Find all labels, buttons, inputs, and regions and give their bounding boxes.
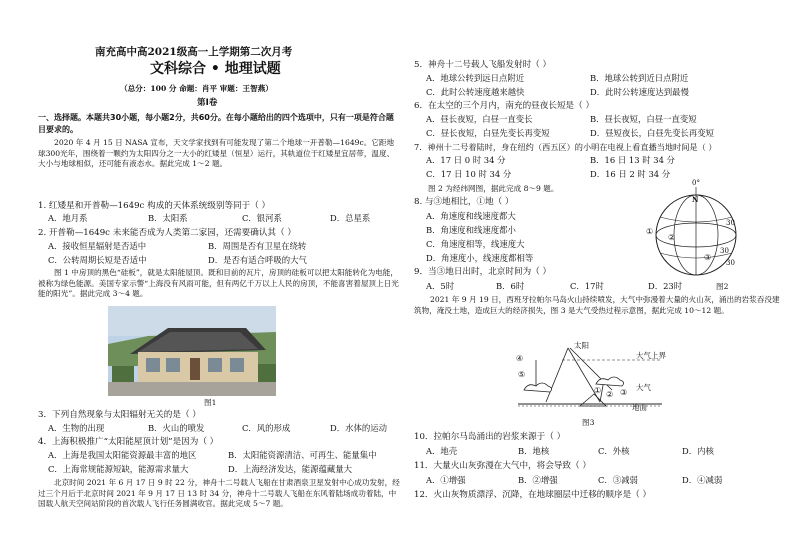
q9-option-c[interactable]: C．17时 — [570, 281, 604, 291]
q3-option-c[interactable]: C．风的形成 — [242, 423, 291, 433]
globe-marker-1: ① — [646, 227, 654, 236]
figure-2-globe — [644, 179, 754, 283]
globe-label-0: 0° — [692, 179, 700, 187]
question-1: 1. 红矮星和开普勒—1649c 构成的天体系统级别等同于（ ） — [38, 201, 271, 211]
q9-option-d[interactable]: D．23时 — [648, 281, 683, 291]
subject-title: 文科综合 • 地理试题 — [150, 61, 281, 77]
figure-3-diagram — [512, 340, 682, 412]
q11-option-b[interactable]: B．②增强 — [518, 475, 558, 485]
q3-option-a[interactable]: A．生物的出现 — [48, 423, 105, 433]
q5-option-a[interactable]: A．地球公转到远日点附近 — [426, 73, 525, 83]
fig3-marker-1: ① — [594, 386, 602, 395]
q5-option-b[interactable]: B．地球公转到近日点附近 — [590, 73, 689, 83]
school-title: 南充高中高2021级高一上学期第二次月考 — [95, 46, 293, 58]
q11-option-d[interactable]: D．④减弱 — [682, 475, 723, 485]
q4-option-d[interactable]: D．上海经济发达，能源蕴藏量大 — [228, 464, 352, 474]
question-10: 10．拉帕尔马岛涌出的岩浆来源于（ ） — [414, 432, 566, 442]
q6-option-a[interactable]: A．昼长夜短，白昼一直变长 — [426, 114, 533, 124]
q2-option-d[interactable]: D．是否有适合呼吸的大气 — [208, 255, 307, 265]
q1-option-d[interactable]: D．总星系 — [330, 213, 371, 223]
q9-option-b[interactable]: B．6时 — [496, 281, 525, 291]
figure-1-photo — [108, 306, 276, 396]
figure-2-lead: 图 2 为经纬网图，据此完成 8～9 题。 — [428, 184, 559, 193]
q6-option-d[interactable]: D．昼短夜长，白昼先变长再变短 — [590, 128, 714, 138]
q4-option-c[interactable]: C．上海常规能源短缺，能源需求量大 — [48, 464, 189, 474]
q1-option-a[interactable]: A．地月系 — [48, 213, 88, 223]
instruction-text: 一、选择题。本题共30小题，每小题2分，共60分。在每小题给出的四个选项中，只有一项是符合题目要求的。 — [38, 113, 394, 134]
question-9: 9．当③地日出时，北京时间为（ ） — [414, 267, 552, 277]
q3-option-b[interactable]: B．火山的喷发 — [148, 423, 205, 433]
question-5: 5．神舟十二号载人飞船发射时（ ） — [414, 60, 552, 70]
figure-2-caption: 图2 — [716, 282, 729, 291]
q8-option-b[interactable]: B．角速度和线速度都小 — [426, 225, 516, 235]
figure-1-caption: 图1 — [204, 398, 217, 407]
globe-label-lat3: 30 — [726, 259, 735, 267]
q8-option-a[interactable]: A．角速度和线速度都大 — [426, 211, 516, 221]
question-6: 6．在太空的三个月内，南充的昼夜长短是（ ） — [414, 101, 595, 111]
q10-option-d[interactable]: D．内核 — [682, 446, 714, 456]
globe-label-n: N — [692, 195, 699, 204]
question-12: 12．火山灰物质漂浮、沉降，在地球圈层中迁移的顺序是（ ） — [414, 490, 652, 500]
question-4: 4．上海积极推广“太阳能屋顶计划”是因为（ ） — [38, 437, 219, 447]
passage-4: 2021 年 9 月 19 日，西班牙拉帕尔马岛火山持续喷发，大气中弥漫着大量的火山灰，涌出的岩浆吞没建筑物，淹没土地，造成巨大的经济损失，图 3 是大气受热过程示意图，据此完成 10～12 题。 — [414, 295, 780, 315]
q5-option-d[interactable]: D．此时公转速度达到最慢 — [590, 87, 689, 97]
q11-option-a[interactable]: A．①增强 — [426, 475, 466, 485]
q2-option-b[interactable]: B．周围是否有卫星在绕转 — [208, 241, 307, 251]
q7-option-c[interactable]: C．17 日 10 时 34 分 — [426, 169, 512, 179]
fig3-marker-2: ② — [606, 390, 614, 399]
fig3-label-atmosphere: 大气 — [636, 383, 651, 392]
exam-meta: （总分：100 分 命题：肖平 审题：王智燕） — [120, 84, 273, 93]
passage-3: 北京时间 2021 年 6 月 17 日 9 时 22 分，神舟十二号载人飞船在甘肃酒泉卫星发射中心成功发射，经过三个月后于北京时间 2021 年 9 月 17 日 13 时 34 分，神舟十二号载人飞船在东风着陆场成功着陆，中国载人航天空间站阶段的首次载人飞行任务圆满收官。据此完成 5～7 题。 — [38, 478, 400, 509]
fig3-label-upper-atmosphere: 大气上界 — [636, 351, 666, 360]
globe-marker-3: ③ — [704, 253, 712, 262]
q9-option-a[interactable]: A．5时 — [426, 281, 455, 291]
q2-option-c[interactable]: C．公转周期长短是否适中 — [48, 255, 147, 265]
question-3: 3．下列自然现象与太阳辐射无关的是（ ） — [38, 410, 201, 420]
fig3-label-ground: 地面 — [632, 403, 647, 412]
question-2: 2. 开普勒—1649c 未来能否成为人类第二家园，还需要确认其（ ） — [38, 228, 296, 238]
q3-option-d[interactable]: D．水体的运动 — [330, 423, 387, 433]
q4-option-a[interactable]: A．上海是我国太阳能资源最丰富的地区 — [48, 450, 197, 460]
question-8: 8. 与③地相比，①地（ ） — [414, 197, 514, 207]
q7-option-a[interactable]: A．17 日 0 时 34 分 — [426, 155, 506, 165]
passage-2: 图 1 中房顶的黑色“硅板”，就是太阳能屋顶。既和目前的瓦片，房顶的硅板可以把太阳能转化为电能，被称为绿色能源。美国专家示警“上海没有风雨可能，但有两亿千万以上人民的房顶，不能喜害着屋顶上日光能的阳光”。据此完成 3～4 题。 — [38, 268, 399, 299]
q8-option-d[interactable]: D．角速度小，线速度都相等 — [426, 253, 534, 263]
q6-option-c[interactable]: C．昼长夜短，白昼先变长再变短 — [426, 128, 550, 138]
right-column — [400, 0, 794, 560]
fig3-marker-5: ⑤ — [518, 370, 526, 379]
globe-marker-2: ② — [668, 233, 676, 242]
q11-option-c[interactable]: C．③减弱 — [598, 475, 638, 485]
q10-option-a[interactable]: A．地壳 — [426, 446, 458, 456]
question-11: 11．大量火山灰弥漫在大气中，将会导致（ ） — [414, 461, 591, 471]
globe-label-lat1: 30 — [726, 219, 735, 227]
q5-option-c[interactable]: C．此时公转速度越来越快 — [426, 87, 525, 97]
q10-option-b[interactable]: B．地核 — [518, 446, 550, 456]
q2-option-a[interactable]: A．接收恒星辐射是否适中 — [48, 241, 147, 251]
q1-option-c[interactable]: C．银河系 — [242, 213, 282, 223]
q7-option-d[interactable]: D．16 日 2 时 34 分 — [590, 169, 671, 179]
figure-3-caption: 图3 — [582, 418, 595, 427]
q10-option-c[interactable]: C．外核 — [598, 446, 630, 456]
passage-1: 2020 年 4 月 15 日 NASA 宣布，天文学家找到有可能发现了第二个地球一开普勒—1649c。它距地球300光年，围绕着一颗约为太阳四分之一大小的红矮星（恒星）运行，其轨道位于红矮星宜居带，温度、大小与地球相似，还可能有液态水。据此完成 1～2 题。 — [38, 138, 395, 169]
q6-option-b[interactable]: B．昼长夜短，白昼一直变短 — [590, 114, 697, 124]
q1-option-b[interactable]: B．太阳系 — [148, 213, 188, 223]
fig3-marker-4: ④ — [516, 354, 524, 363]
fig3-marker-3: ③ — [620, 388, 628, 397]
q7-option-b[interactable]: B．16 日 13 时 34 分 — [590, 155, 675, 165]
section-title: 第Ⅰ卷 — [197, 98, 218, 108]
fig3-label-sun: 太阳 — [574, 341, 589, 350]
question-7: 7．神州十二号着陆时，身在纽约（西五区）的小明在电视上看直播当地时间是（ ） — [414, 142, 717, 152]
q4-option-b[interactable]: B．太阳能资源清洁、可再生、能量集中 — [228, 450, 377, 460]
globe-label-lat2: 30 — [720, 247, 729, 255]
q8-option-c[interactable]: C．角速度相等，线速度大 — [426, 239, 525, 249]
